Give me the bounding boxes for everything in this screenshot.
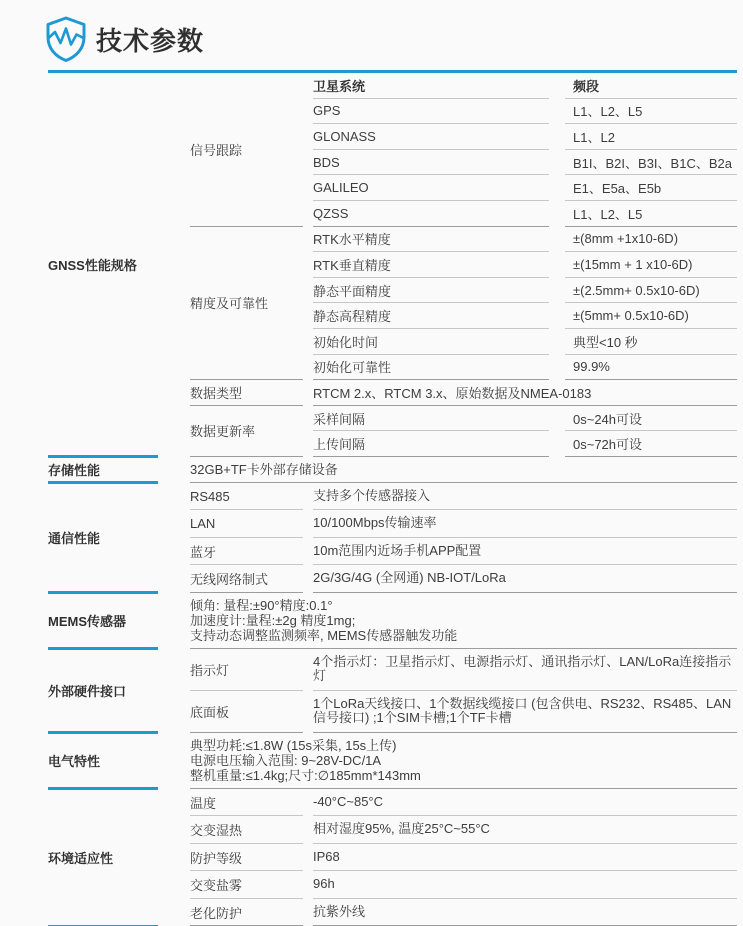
spec-value-cell: L1、L2、L5 bbox=[565, 99, 737, 125]
spec-value-cell: L1、L2、L5 bbox=[565, 201, 737, 227]
spec-name-cell: RS485 bbox=[190, 483, 303, 511]
section-hw-interface bbox=[48, 649, 737, 733]
spec-row bbox=[313, 278, 737, 304]
spec-row bbox=[190, 457, 737, 483]
spec-row bbox=[190, 733, 737, 789]
group-label: 信号跟踪 bbox=[190, 73, 303, 227]
spec-value-cell: 支持多个传感器接入 bbox=[313, 483, 737, 511]
spec-value-cell: -40°C~85°C bbox=[313, 789, 737, 817]
spec-value-cell bbox=[190, 457, 737, 483]
spec-value-cell: 4个指示灯：卫星指示灯、电源指示灯、通讯指示灯、LAN/LoRa连接指示灯 bbox=[313, 649, 737, 691]
spec-value-cell: 0s~24h可设 bbox=[565, 406, 737, 432]
spec-row bbox=[190, 816, 737, 844]
spec-value-cell: L1、L2 bbox=[565, 124, 737, 150]
spec-row bbox=[313, 406, 737, 432]
spec-row bbox=[190, 483, 737, 511]
spec-value-cell: 99.9% bbox=[565, 355, 737, 381]
section-gnss bbox=[48, 73, 737, 457]
spec-name-cell: BDS bbox=[313, 150, 549, 176]
spec-row bbox=[190, 510, 737, 538]
spec-group bbox=[190, 406, 737, 457]
section-comm bbox=[48, 483, 737, 593]
spec-value-cell: 10m范围内近场手机APP配置 bbox=[313, 538, 737, 566]
spec-group bbox=[190, 380, 737, 406]
spec-value-cell: E1、E5a、E5b bbox=[565, 175, 737, 201]
spec-value-cell: 相对湿度95%, 温度25°C~55°C bbox=[313, 816, 737, 844]
group-rows bbox=[313, 73, 737, 227]
section-body bbox=[190, 593, 737, 649]
group-label: 数据更新率 bbox=[190, 406, 303, 457]
group-rows bbox=[313, 380, 737, 406]
section-label: 存储性能 bbox=[48, 457, 190, 483]
group-label: 数据类型 bbox=[190, 380, 303, 406]
spec-line: 整机重量:≤1.4kg;尺寸:∅185mm*143mm bbox=[190, 767, 421, 783]
spec-name-cell: 温度 bbox=[190, 789, 303, 817]
spec-row bbox=[190, 789, 737, 817]
section-storage bbox=[48, 457, 737, 483]
spec-value-cell: 1个LoRa天线接口、1个数据线缆接口 (包含供电、RS232、RS485、LAN信号接口) ;1个SIM卡槽;1个TF卡槽 bbox=[313, 691, 737, 733]
section-label: 通信性能 bbox=[48, 483, 190, 593]
spec-row bbox=[313, 252, 737, 278]
group-label: 精度及可靠性 bbox=[190, 227, 303, 381]
spec-row bbox=[190, 844, 737, 872]
spec-row bbox=[313, 431, 737, 457]
spec-row bbox=[313, 201, 737, 227]
spec-value-cell: 96h bbox=[313, 871, 737, 899]
spec-value-cell: 典型<10 秒 bbox=[565, 329, 737, 355]
spec-row bbox=[190, 593, 737, 649]
page-header bbox=[42, 12, 737, 66]
section-label: MEMS传感器 bbox=[48, 593, 190, 649]
spec-line: 电源电压输入范围: 9~28V-DC/1A bbox=[190, 752, 382, 768]
spec-row bbox=[190, 649, 737, 691]
spec-value-cell: ±(8mm +1x10-6D) bbox=[565, 227, 737, 253]
group-rows bbox=[313, 227, 737, 381]
spec-name-cell: 蓝牙 bbox=[190, 538, 303, 566]
spec-name-cell: GALILEO bbox=[313, 175, 549, 201]
column-header-satellite-system: 卫星系统 bbox=[313, 73, 549, 99]
section-label: 环境适应性 bbox=[48, 789, 190, 926]
spec-value-cell: B1I、B2I、B3I、B1C、B2a bbox=[565, 150, 737, 176]
spec-row bbox=[190, 538, 737, 566]
spec-value-cell bbox=[190, 733, 737, 789]
spec-row bbox=[190, 871, 737, 899]
spec-table bbox=[48, 70, 737, 926]
spec-name-cell: 初始化时间 bbox=[313, 329, 549, 355]
spec-row bbox=[313, 303, 737, 329]
spec-row bbox=[313, 124, 737, 150]
spec-name-cell: RTK垂直精度 bbox=[313, 252, 549, 278]
spec-name-cell: 静态高程精度 bbox=[313, 303, 549, 329]
section-body bbox=[190, 789, 737, 926]
spec-name-cell: 无线网络制式 bbox=[190, 565, 303, 593]
section-label: 电气特性 bbox=[48, 733, 190, 789]
page-title: 技术参数 bbox=[96, 25, 205, 56]
spec-value-cell: ±(5mm+ 0.5x10-6D) bbox=[565, 303, 737, 329]
group-rows bbox=[313, 406, 737, 457]
spec-row bbox=[313, 175, 737, 201]
spec-row bbox=[313, 150, 737, 176]
section-body bbox=[190, 73, 737, 457]
spec-row bbox=[313, 99, 737, 125]
spec-value-cell: ±(2.5mm+ 0.5x10-6D) bbox=[565, 278, 737, 304]
spec-name-cell: 交变湿热 bbox=[190, 816, 303, 844]
spec-line: 典型功耗:≤1.8W (15s采集, 15s上传) bbox=[190, 737, 397, 753]
spec-group bbox=[190, 227, 737, 381]
spec-name-cell: GPS bbox=[313, 99, 549, 125]
spec-value-cell: 抗紫外线 bbox=[313, 899, 737, 926]
spec-row bbox=[190, 691, 737, 733]
spec-line: 倾角: 量程:±90°精度:0.1° bbox=[190, 597, 333, 613]
spec-value-cell: 10/100Mbps传输速率 bbox=[313, 510, 737, 538]
section-body bbox=[190, 457, 737, 483]
spec-name-cell: QZSS bbox=[313, 201, 549, 227]
spec-name-cell: GLONASS bbox=[313, 124, 549, 150]
spec-name-cell: 老化防护 bbox=[190, 899, 303, 926]
section-body bbox=[190, 649, 737, 733]
spec-name-cell: 指示灯 bbox=[190, 649, 303, 691]
spec-value-cell: 2G/3G/4G (全网通) NB-IOT/LoRa bbox=[313, 565, 737, 593]
section-electrical bbox=[48, 733, 737, 789]
spec-name-cell: 底面板 bbox=[190, 691, 303, 733]
spec-name-cell: 上传间隔 bbox=[313, 431, 549, 457]
spec-value-cell: 0s~72h可设 bbox=[565, 431, 737, 457]
spec-name-cell: 静态平面精度 bbox=[313, 278, 549, 304]
spec-value-cell bbox=[190, 593, 737, 649]
column-header-row bbox=[313, 73, 737, 99]
spec-name-cell: 初始化可靠性 bbox=[313, 355, 549, 381]
spec-row bbox=[190, 899, 737, 926]
section-label: GNSS性能规格 bbox=[48, 258, 137, 274]
spec-value-cell: ±(15mm + 1 x10-6D) bbox=[565, 252, 737, 278]
spec-line: 支持动态调整监测频率, MEMS传感器触发功能 bbox=[190, 627, 458, 643]
spec-name-cell: RTK水平精度 bbox=[313, 227, 549, 253]
spec-name-cell: LAN bbox=[190, 510, 303, 538]
section-label: 外部硬件接口 bbox=[48, 649, 190, 733]
spec-row bbox=[313, 329, 737, 355]
column-header-frequency-band: 频段 bbox=[565, 73, 737, 99]
spec-value-cell: IP68 bbox=[313, 844, 737, 872]
spec-row bbox=[313, 227, 737, 253]
spec-name-cell: 交变盐雾 bbox=[190, 871, 303, 899]
spec-row bbox=[313, 355, 737, 381]
section-environment bbox=[48, 789, 737, 926]
spec-name-cell: 采样间隔 bbox=[313, 406, 549, 432]
spec-line: 32GB+TF卡外部存储设备 bbox=[190, 461, 338, 477]
spec-row bbox=[313, 380, 737, 406]
spec-value-cell: RTCM 2.x、RTCM 3.x、原始数据及NMEA-0183 bbox=[313, 380, 737, 406]
spec-group bbox=[190, 73, 737, 227]
spec-line: 加速度计:量程:±2g 精度1mg; bbox=[190, 612, 356, 628]
spec-name-cell: 防护等级 bbox=[190, 844, 303, 872]
shield-pulse-icon bbox=[42, 15, 90, 63]
section-body bbox=[190, 733, 737, 789]
spec-row bbox=[190, 565, 737, 593]
section-body bbox=[190, 483, 737, 593]
section-mems bbox=[48, 593, 737, 649]
